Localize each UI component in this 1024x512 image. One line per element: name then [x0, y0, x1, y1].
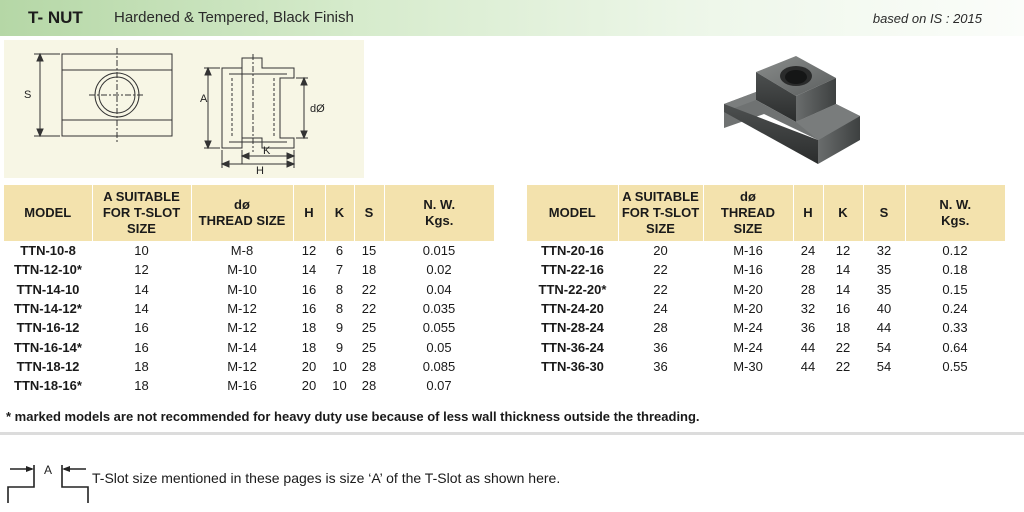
cell-s: 44	[876, 320, 892, 336]
cell-model: TTN-12-10*	[14, 262, 82, 278]
table-row	[527, 318, 1005, 337]
cell-net-weight: 0.055	[422, 320, 456, 336]
cell-k: 22	[835, 339, 851, 355]
cell-s: 35	[876, 281, 892, 297]
cell-h: 18	[301, 320, 317, 336]
dimension-label-h: H	[256, 165, 264, 177]
dimension-label-a: A	[200, 93, 208, 105]
col-header-slot-size: A SUITABLE FOR T-SLOT SIZE	[618, 185, 703, 241]
cell-slot-size: 36	[653, 339, 668, 355]
cell-model: TTN-22-16	[541, 262, 604, 278]
cell-k: 9	[335, 320, 344, 336]
cell-s: 22	[361, 301, 377, 317]
cell-thread-size: M-16	[733, 262, 763, 278]
cell-model: TTN-20-16	[541, 243, 604, 259]
spec-table-left	[4, 185, 494, 395]
spec-table-right	[527, 185, 1005, 376]
cell-slot-size: 12	[134, 262, 149, 278]
cell-model: TTN-36-24	[541, 339, 604, 355]
cell-slot-size: 22	[653, 262, 668, 278]
cell-model: TTN-14-12*	[14, 301, 82, 317]
cell-thread-size: M-14	[227, 339, 257, 355]
table-row	[4, 376, 494, 395]
cell-s: 54	[876, 358, 892, 374]
cell-slot-size: 18	[134, 358, 149, 374]
t-slot-diagram	[6, 455, 90, 505]
cell-net-weight: 0.64	[942, 339, 968, 355]
cell-k: 16	[835, 301, 851, 317]
footnote: * marked models are not recommended for heavy duty use because of less wall thickness outside the threading.	[6, 409, 700, 424]
cell-s: 35	[876, 262, 892, 278]
cell-model: TTN-16-14*	[14, 339, 82, 355]
col-header-model: MODEL	[527, 185, 618, 241]
col-header-net-weight: N. W. Kgs.	[905, 185, 1005, 241]
page-subtitle: Hardened & Tempered, Black Finish	[114, 9, 354, 26]
cell-k: 7	[335, 262, 344, 278]
cell-net-weight: 0.035	[422, 301, 456, 317]
cell-s: 40	[876, 301, 892, 317]
cell-thread-size: M-30	[733, 358, 763, 374]
cell-k: 10	[332, 378, 347, 394]
col-header-h: H	[793, 185, 823, 241]
cell-model: TTN-28-24	[541, 320, 604, 336]
cell-s: 15	[361, 243, 377, 259]
cell-thread-size: M-10	[227, 281, 257, 297]
cell-s: 25	[361, 320, 377, 336]
cell-s: 54	[876, 339, 892, 355]
col-header-slot-size: A SUITABLE FOR T-SLOT SIZE	[92, 185, 191, 241]
cell-thread-size: M-20	[733, 281, 763, 297]
cell-net-weight: 0.02	[426, 262, 452, 278]
dimension-label-s: S	[24, 89, 32, 101]
col-header-s: S	[863, 185, 905, 241]
cell-net-weight: 0.085	[422, 358, 456, 374]
cell-thread-size: M-12	[227, 301, 257, 317]
cell-model: TTN-14-10	[16, 281, 80, 297]
cell-slot-size: 22	[653, 281, 668, 297]
cell-k: 8	[335, 281, 344, 297]
table-row	[527, 241, 1005, 260]
col-header-net-weight: N. W. Kgs.	[384, 185, 494, 241]
dimension-label-k: K	[263, 145, 271, 157]
col-header-h: H	[293, 185, 325, 241]
cell-net-weight: 0.15	[942, 281, 968, 297]
cell-s: 28	[361, 358, 377, 374]
cell-slot-size: 28	[653, 320, 668, 336]
cell-model: TTN-24-20	[541, 301, 604, 317]
cell-h: 18	[301, 339, 317, 355]
col-header-thread-size: dø THREAD SIZE	[191, 185, 293, 241]
cell-slot-size: 14	[134, 301, 149, 317]
t-slot-label-a: A	[43, 463, 53, 477]
cell-s: 28	[361, 378, 377, 394]
cell-thread-size: M-12	[227, 358, 257, 374]
cell-slot-size: 20	[653, 243, 668, 259]
table-row	[4, 318, 494, 337]
table-row	[4, 241, 494, 260]
cell-slot-size: 16	[134, 320, 149, 336]
cell-k: 9	[335, 339, 344, 355]
cell-k: 18	[835, 320, 851, 336]
technical-drawing	[4, 40, 364, 178]
col-header-k: K	[325, 185, 354, 241]
cell-h: 28	[800, 281, 816, 297]
side-view-drawing	[204, 54, 308, 168]
header-bar	[0, 0, 1024, 36]
cell-net-weight: 0.18	[942, 262, 968, 278]
col-header-s: S	[354, 185, 384, 241]
cell-k: 6	[335, 243, 344, 259]
cell-model: TTN-18-16*	[14, 378, 82, 394]
cell-h: 20	[301, 378, 317, 394]
table-row	[527, 299, 1005, 318]
table-row	[4, 337, 494, 356]
dimension-label-d: dØ	[310, 103, 325, 115]
table-row	[527, 260, 1005, 279]
cell-thread-size: M-16	[733, 243, 763, 259]
cell-h: 16	[301, 281, 317, 297]
table-row	[4, 280, 494, 299]
cell-k: 10	[332, 358, 347, 374]
cell-net-weight: 0.07	[426, 378, 452, 394]
table-row	[527, 357, 1005, 376]
cell-s: 18	[361, 262, 377, 278]
cell-slot-size: 18	[134, 378, 149, 394]
cell-s: 25	[361, 339, 377, 355]
table-row	[4, 299, 494, 318]
cell-model: TTN-22-20*	[538, 281, 607, 297]
cell-s: 22	[361, 281, 377, 297]
cell-h: 28	[800, 262, 816, 278]
table-row	[527, 337, 1005, 356]
col-header-model: MODEL	[4, 185, 92, 241]
cell-net-weight: 0.015	[422, 243, 456, 259]
cell-thread-size: M-16	[227, 378, 257, 394]
cell-k: 12	[835, 243, 851, 259]
divider	[0, 432, 1024, 435]
table-header-row	[527, 185, 1005, 241]
cell-h: 44	[800, 339, 816, 355]
cell-model: TTN-18-12	[16, 358, 80, 374]
col-header-k: K	[823, 185, 863, 241]
cell-thread-size: M-24	[733, 320, 763, 336]
top-view-drawing	[34, 48, 172, 142]
table-header-row	[4, 185, 494, 241]
cell-slot-size: 36	[653, 358, 668, 374]
cell-k: 14	[835, 281, 851, 297]
cell-thread-size: M-20	[733, 301, 763, 317]
cell-model: TTN-36-30	[541, 358, 604, 374]
cell-h: 24	[800, 243, 816, 259]
standard-reference: based on IS : 2015	[872, 11, 982, 26]
cell-k: 8	[335, 301, 344, 317]
cell-h: 16	[301, 301, 317, 317]
cell-h: 36	[800, 320, 816, 336]
cell-net-weight: 0.55	[942, 358, 968, 374]
cell-slot-size: 16	[134, 339, 149, 355]
cell-model: TTN-10-8	[20, 243, 76, 259]
cell-k: 22	[835, 358, 851, 374]
cell-slot-size: 24	[653, 301, 668, 317]
cell-thread-size: M-24	[733, 339, 763, 355]
cell-net-weight: 0.33	[942, 320, 968, 336]
cell-slot-size: 14	[134, 281, 149, 297]
cell-model: TTN-16-12	[16, 320, 80, 336]
cell-h: 14	[301, 262, 317, 278]
cell-slot-size: 10	[134, 243, 149, 259]
t-nut-product-image	[710, 42, 870, 178]
cell-thread-size: M-12	[227, 320, 257, 336]
t-slot-explanation: T-Slot size mentioned in these pages is size ‘A’ of the T-Slot as shown here.	[92, 470, 561, 486]
cell-s: 32	[876, 243, 892, 259]
cell-h: 12	[301, 243, 317, 259]
cell-net-weight: 0.12	[942, 243, 968, 259]
page-title: T- NUT	[28, 8, 83, 27]
table-row	[4, 260, 494, 279]
cell-h: 32	[800, 301, 816, 317]
cell-h: 44	[800, 358, 816, 374]
cell-net-weight: 0.04	[426, 281, 452, 297]
cell-thread-size: M-8	[230, 243, 254, 259]
cell-net-weight: 0.05	[426, 339, 452, 355]
table-row	[527, 280, 1005, 299]
cell-net-weight: 0.24	[942, 301, 968, 317]
cell-k: 14	[835, 262, 851, 278]
table-row	[4, 357, 494, 376]
col-header-thread-size: dø THREAD SIZE	[703, 185, 793, 241]
cell-thread-size: M-10	[227, 262, 257, 278]
cell-h: 20	[301, 358, 317, 374]
